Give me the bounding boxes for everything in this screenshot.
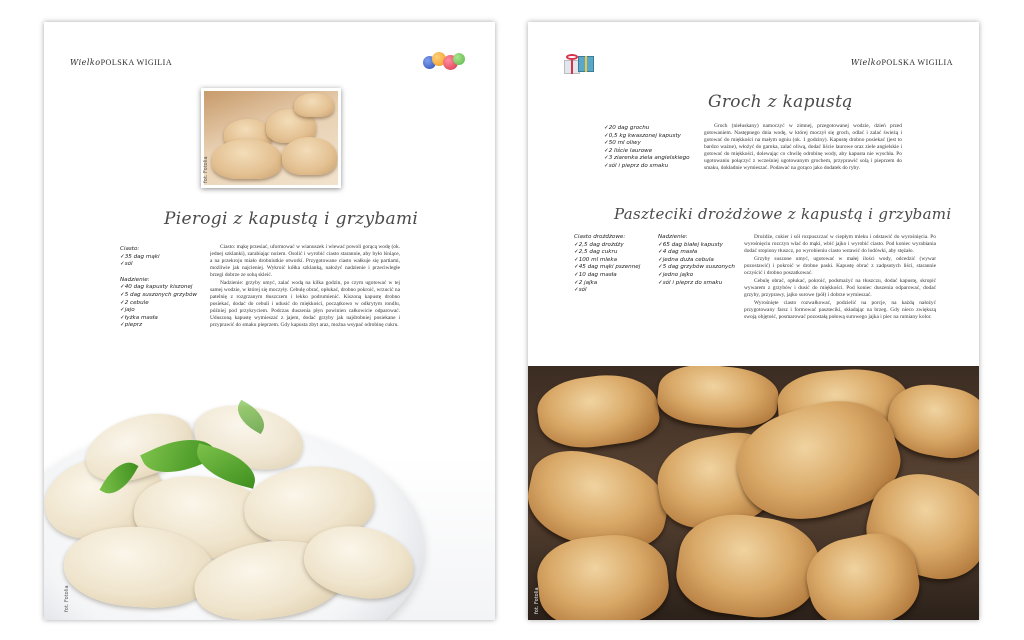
ingredient-item: ✓ sól — [120, 261, 198, 269]
ingredient-item: ✓ jedno jajko — [658, 272, 742, 280]
bottom-photo-credit: fot. Fotolia — [64, 585, 70, 612]
ingredient-item: ✓ sól — [574, 287, 658, 295]
recipe-title-paszteciki: Paszteciki drożdżowe z kapustą i grzybami — [614, 205, 952, 223]
ingredient-item: ✓ 65 dag białej kapusty — [658, 242, 742, 250]
ingredient-item: ✓ 2 cebule — [120, 300, 198, 308]
ingredient-item: ✓ jajo — [120, 307, 198, 315]
ingredients-heading: Nadzienie: — [658, 234, 688, 240]
ingredient-item: ✓ jedna duża cebula — [658, 257, 742, 265]
recipe-title-pierogi: Pierogi z kapustą i grzybami — [164, 209, 419, 229]
christmas-ornaments-icon — [423, 52, 469, 74]
ingredient-item: ✓ sól i pieprz do smaku — [658, 280, 742, 288]
ingredients-heading: Nadzienie: — [120, 276, 150, 283]
ingredients-pierogi — [120, 246, 198, 330]
recipe-paragraph: Drożdże, cukier i sól rozpuszczać w ciepłym mleku i odstawić do wyrośnięcia. Po wyrośnięciu rozczyn wlać do mąki, wbić jajko i wyrobić ciasto. Pod koniec wyrabiania dodać stopiony tłuszcz, po wyrobieniu ciasto wstawić do lodówki, aby stężało. — [744, 234, 936, 254]
ingredient-item: ✓ 0,5 kg kwaszonej kapusty — [604, 133, 714, 141]
ingredient-item: ✓ 45 dag mąki pszennej — [574, 264, 658, 272]
recipe-paragraph: Wyrośnięte ciasto rozwałkować, podzielić na porcje, na każdą nałożyć przygotowany farsz i formować paszteciki, składając na brzeg. Gdy nieco zwiększą swoją objętość, posmarować pozostałą połową surowego jajka i piec na rumiany kolor. — [744, 300, 936, 320]
running-head-script: Wielko — [70, 58, 101, 67]
ingredient-item: ✓ 35 dag mąki — [120, 254, 198, 262]
running-head-caps: POLSKA WIGILIA — [100, 58, 173, 67]
recipe-paragraph: Grzyby suszone umyć, ugotować w małej ilości wody, odcedzić (wywar pozostawić) i pokroić w drobne paski. Kapustę obrać z zadpsutych liści, starannie oczyścić i drobno poszatkować. — [744, 256, 936, 276]
ingredient-item: ✓ sól i pieprz do smaku — [604, 163, 714, 171]
ingredient-item: ✓ 100 ml mleka — [574, 257, 658, 265]
ingredient-item: ✓ 40 dag kapusty kiszonej — [120, 284, 198, 292]
ingredient-item: ✓ 2,5 dag cukru — [574, 249, 658, 257]
ingredient-item: ✓ 2 jajka — [574, 280, 658, 288]
ingredient-item: ✓ 5 dag grzybów suszonych — [658, 264, 742, 272]
gift-box-icon — [562, 54, 596, 74]
ingredients-heading: Ciasto: — [120, 246, 140, 252]
ingredient-item: ✓ 2 liście laurowe — [604, 148, 714, 156]
ingredient-item: ✓ 5 dag suszonych grzybów — [120, 292, 198, 300]
ingredient-item: ✓ 4 dag masła — [658, 249, 742, 257]
pierogi-plate-photo — [44, 367, 495, 620]
ingredients-groch — [604, 125, 714, 171]
recipe-paragraph: Cebulę obrać, opłukać, pokroić, podsmażyć na tłuszczu, dodać kapustę, skropić wywarem z grzybów i dusić do miękkości. Pod koniec duszenia odparować, dodać grzyby, przyprawy, jajko surowe (pół) i dobrze wymieszać. — [744, 278, 936, 298]
ingredient-item: ✓ 50 ml oliwy — [604, 140, 714, 148]
ingredient-item: ✓ pieprz — [120, 322, 198, 330]
paszteciki-photo — [528, 366, 979, 620]
ingredient-item: ✓ 3 ziarenka ziela angielskiego — [604, 155, 714, 163]
recipe-title-groch: Groch z kapustą — [708, 92, 853, 112]
photo-credit: fot. Fotolia — [203, 156, 209, 183]
ingredients-heading: Ciasto drożdżowe: — [574, 234, 626, 240]
ingredient-item: ✓ 2,5 dag drożdży — [574, 242, 658, 250]
ingredients-filling — [658, 234, 742, 287]
right-page — [528, 22, 979, 620]
recipe-paragraph: Groch (niełuskany) namoczyć w zimnej, przegotowanej wodzie, dzień przed gotowaniem. Następnego dnia wodę, w której moczył się groch, odlać i zalać świeżą i gotować do miękkości na małym ogniu (ok. 1 godziny). Kapustę drobno posiekać (jest to bardzo ważne), włożyć do garnka, zalać oliwą, dodać liście laurowe oraz ziele angielskie i gotować do miękkości, dolewając co chwilę odrobinę wody, aby kapusta nie wyschła. Po ugotowaniu połączyć z wcześniej ugotowanym grochem, przyprawić solą i pieprzem do smaku, dokładnie wymieszać. Podawać na gorąco jako dodatek do ryby. — [704, 123, 902, 171]
running-head-right — [851, 58, 953, 67]
recipe-body-pierogi — [210, 244, 400, 362]
ingredient-item: ✓ 10 dag masła — [574, 272, 658, 280]
recipe-body-groch — [704, 123, 902, 197]
ingredient-item: ✓ łyżka masła — [120, 315, 198, 323]
running-head-left — [70, 58, 172, 67]
recipe-paragraph: Nadzienie: grzyby umyć, zalać wodą na kilka godzin, po czym ugotować w tej samej wodzie, w której się moczyły. Cebulę obrać, opłukać, drobno pokroić, wrzucić na patelnię z rozgrzanym tłuszczem i lekko podrumienić. Kiszoną kapustę drobno posiekać, dodać do cebuli i udusić do miękkości, początkowo w odkrytym rondlu, później pod przykryciem. Podczas duszenia płyn powinien całkowicie odparować. Uduszoną kapustę wymieszać z jajem, dodać grzyby jak najdrobniej posiekane i przyprawić do smaku pieprzem. Gdy kapusta zbyt araz, można wsypać odrobinę cukru. — [210, 280, 400, 328]
pierogi-photo — [201, 88, 341, 188]
bottom-photo-credit: fot. Fotolia — [534, 587, 540, 614]
recipe-body-paszteciki — [744, 234, 936, 362]
left-page — [44, 22, 495, 620]
running-head-script: Wielko — [850, 58, 882, 67]
ingredient-item: ✓ 20 dag grochu — [604, 125, 714, 133]
ingredients-dough — [574, 234, 658, 295]
recipe-paragraph: Ciasto: mąkę przesiać, uformować w wianuszek i wlewać powoli gorącą wodę (ok. jednej szklanki), zarabiając nożem. Osolić i wyrobić ciasto starannie, aby było lśniące, a na przekroju miało drobniutkie otworki. Przygotowane ciasto wałkuje się partiami, możliwie jak najcieniej. Wykroić kółka szklanką, nałożyć nadzienie i przeciwległe brzegi dobrze ze sobą skleić. — [210, 244, 400, 278]
running-head-caps: POLSKA WIGILIA — [881, 58, 953, 67]
